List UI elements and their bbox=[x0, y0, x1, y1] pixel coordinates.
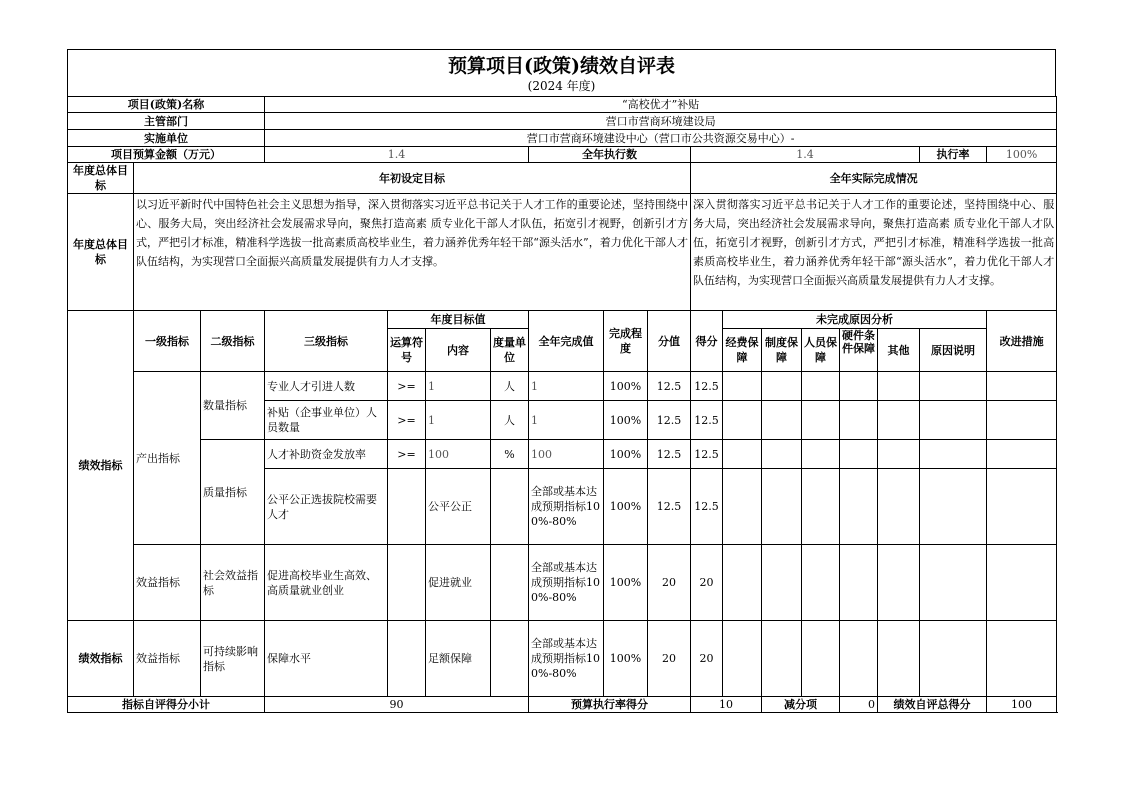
rate-label: 执行率 bbox=[920, 147, 987, 163]
row-got: 12.5 bbox=[691, 372, 723, 401]
row-got: 12.5 bbox=[691, 401, 723, 440]
evaluation-table bbox=[67, 96, 1057, 621]
row-op bbox=[388, 621, 426, 697]
header-reason: 原因说明 bbox=[920, 329, 987, 372]
perf-label: 绩效指标 bbox=[68, 311, 134, 621]
budget-value: 1.4 bbox=[265, 147, 529, 163]
cell-empty bbox=[723, 545, 762, 621]
cell-empty bbox=[840, 401, 878, 440]
header-improve: 改进措施 bbox=[987, 311, 1057, 372]
row-content: 1 bbox=[426, 401, 491, 440]
cell-empty bbox=[920, 621, 987, 697]
row-content: 促进就业 bbox=[426, 545, 491, 621]
title-block bbox=[67, 49, 1056, 96]
row-completion: 100% bbox=[604, 372, 648, 401]
header-actual: 全年完成值 bbox=[529, 311, 604, 372]
row-content: 1 bbox=[426, 372, 491, 401]
goals-text-row bbox=[68, 194, 1057, 311]
row-got: 12.5 bbox=[691, 469, 723, 545]
row-unit: 人 bbox=[491, 401, 529, 440]
row-op bbox=[388, 545, 426, 621]
row-unit: % bbox=[491, 440, 529, 469]
initial-goal-text: 以习近平新时代中国特色社会主义思想为指导，深入贯彻落实习近平总书记关于人才工作的重要论述，坚持围绕中心、服务大局，突出经济社会发展需求导向，聚焦打造高素 质专业化干部人才队伍，拓宽引才视野，创新引才方式，严把引才标准，精准科学选拔一批高素质高校毕业生，着力涵养优秀年轻干部“源头活水”，着力优化干部人才队伍结构，为实现营口全面振兴高质量发展提供有力人才支撑。 bbox=[134, 194, 691, 311]
header-unit: 度量单位 bbox=[491, 329, 529, 372]
cell-empty bbox=[840, 469, 878, 545]
subtotal-value: 90 bbox=[265, 697, 529, 713]
cell-empty bbox=[840, 372, 878, 401]
cell-empty bbox=[987, 545, 1057, 621]
table-row bbox=[68, 621, 1057, 697]
perf-label-2: 绩效指标 bbox=[68, 621, 134, 697]
cell-empty bbox=[762, 440, 802, 469]
exec-label: 全年执行数 bbox=[529, 147, 691, 163]
cell-empty bbox=[840, 440, 878, 469]
row-unit bbox=[491, 621, 529, 697]
budget-row bbox=[68, 147, 1057, 163]
cell-empty bbox=[723, 621, 762, 697]
total-label: 绩效自评总得分 bbox=[878, 697, 987, 713]
header-other: 其他 bbox=[878, 329, 920, 372]
sustain-label: 可持续影响指标 bbox=[201, 621, 265, 697]
evaluation-table-lower bbox=[67, 620, 1057, 713]
exec-value: 1.4 bbox=[691, 147, 920, 163]
subtotal-label: 指标自评得分小计 bbox=[68, 697, 265, 713]
header-funding: 经费保障 bbox=[723, 329, 762, 372]
row-content: 100 bbox=[426, 440, 491, 469]
row-unit: 人 bbox=[491, 372, 529, 401]
dept-label: 主管部门 bbox=[68, 113, 265, 130]
cell-empty bbox=[920, 545, 987, 621]
row-name: 保障水平 bbox=[265, 621, 388, 697]
table-row bbox=[68, 545, 1057, 621]
header-level3: 三级指标 bbox=[265, 311, 388, 372]
benefit-label: 效益指标 bbox=[134, 545, 201, 621]
row-actual: 全部或基本达成预期指标100%-80% bbox=[529, 469, 604, 545]
cell-empty bbox=[920, 469, 987, 545]
cell-empty bbox=[762, 401, 802, 440]
dept-value: 营口市营商环境建设局 bbox=[265, 113, 1057, 130]
benefit-label-2: 效益指标 bbox=[134, 621, 201, 697]
row-completion: 100% bbox=[604, 545, 648, 621]
goals-header-row bbox=[68, 163, 1057, 194]
header-got: 得分 bbox=[691, 311, 723, 372]
cell-empty bbox=[802, 545, 840, 621]
evaluation-sheet bbox=[67, 49, 1056, 713]
row-op bbox=[388, 469, 426, 545]
row-content: 公平公正 bbox=[426, 469, 491, 545]
cell-empty bbox=[878, 545, 920, 621]
header-system: 制度保障 bbox=[762, 329, 802, 372]
header-content: 内容 bbox=[426, 329, 491, 372]
row-content: 足额保障 bbox=[426, 621, 491, 697]
actual-goal-label: 全年实际完成情况 bbox=[691, 163, 1057, 194]
row-score: 12.5 bbox=[648, 372, 691, 401]
cell-empty bbox=[802, 440, 840, 469]
cell-empty bbox=[878, 621, 920, 697]
row-actual: 1 bbox=[529, 401, 604, 440]
page-title: 预算项目(政策)绩效自评表 bbox=[448, 55, 675, 77]
unit-value: 营口市营商环境建设中心（营口市公共资源交易中心）- bbox=[265, 130, 1057, 147]
row-actual: 1 bbox=[529, 372, 604, 401]
budget-label: 项目预算金额（万元） bbox=[68, 147, 265, 163]
cell-empty bbox=[802, 401, 840, 440]
cell-empty bbox=[802, 372, 840, 401]
cell-empty bbox=[723, 469, 762, 545]
cell-empty bbox=[762, 372, 802, 401]
cell-empty bbox=[840, 621, 878, 697]
header-op: 运算符号 bbox=[388, 329, 426, 372]
cell-empty bbox=[723, 401, 762, 440]
cell-empty bbox=[987, 469, 1057, 545]
cell-empty bbox=[878, 469, 920, 545]
row-score: 20 bbox=[648, 545, 691, 621]
row-completion: 100% bbox=[604, 440, 648, 469]
indicator-header-row-1 bbox=[68, 311, 1057, 329]
goals-row-label: 年度总体目标 bbox=[68, 194, 134, 311]
row-completion: 100% bbox=[604, 401, 648, 440]
budget-score-value: 10 bbox=[691, 697, 762, 713]
cell-empty bbox=[878, 372, 920, 401]
quality-label: 质量指标 bbox=[201, 440, 265, 545]
row-actual: 全部或基本达成预期指标100%-80% bbox=[529, 545, 604, 621]
table-row bbox=[68, 372, 1057, 401]
header-completion: 完成程度 bbox=[604, 311, 648, 372]
row-name: 专业人才引进人数 bbox=[265, 372, 388, 401]
cell-empty bbox=[878, 401, 920, 440]
rate-value: 100% bbox=[987, 147, 1057, 163]
row-op: >= bbox=[388, 440, 426, 469]
cell-empty bbox=[723, 372, 762, 401]
cell-empty bbox=[802, 621, 840, 697]
table-row bbox=[68, 440, 1057, 469]
row-got: 20 bbox=[691, 545, 723, 621]
deduct-label: 减分项 bbox=[762, 697, 840, 713]
header-level1: 一级指标 bbox=[134, 311, 201, 372]
budget-score-label: 预算执行率得分 bbox=[529, 697, 691, 713]
header-score: 分值 bbox=[648, 311, 691, 372]
row-op: >= bbox=[388, 401, 426, 440]
cell-empty bbox=[987, 401, 1057, 440]
row-name: 人才补助资金发放率 bbox=[265, 440, 388, 469]
row-completion: 100% bbox=[604, 621, 648, 697]
cell-empty bbox=[920, 372, 987, 401]
deduct-value: 0 bbox=[840, 697, 878, 713]
year-subtitle: (2024 年度) bbox=[527, 79, 596, 93]
project-name-row bbox=[68, 97, 1057, 113]
cell-empty bbox=[920, 401, 987, 440]
cell-empty bbox=[762, 545, 802, 621]
row-score: 12.5 bbox=[648, 440, 691, 469]
cell-empty bbox=[840, 545, 878, 621]
footer-row bbox=[68, 697, 1057, 713]
project-name-value: “高校优才”补贴 bbox=[265, 97, 1057, 113]
row-score: 20 bbox=[648, 621, 691, 697]
quantity-label: 数量指标 bbox=[201, 372, 265, 440]
cell-empty bbox=[987, 621, 1057, 697]
row-unit bbox=[491, 545, 529, 621]
social-label: 社会效益指标 bbox=[201, 545, 265, 621]
goals-row-label-top: 年度总体目标 bbox=[68, 163, 134, 194]
cell-empty bbox=[723, 440, 762, 469]
row-actual: 全部或基本达成预期指标100%-80% bbox=[529, 621, 604, 697]
row-name: 补贴（企事业单位）人员数量 bbox=[265, 401, 388, 440]
row-op: >= bbox=[388, 372, 426, 401]
output-label: 产出指标 bbox=[134, 372, 201, 545]
project-name-label: 项目(政策)名称 bbox=[68, 97, 265, 113]
cell-empty bbox=[878, 440, 920, 469]
cell-empty bbox=[987, 372, 1057, 401]
cell-empty bbox=[762, 469, 802, 545]
row-unit bbox=[491, 469, 529, 545]
cell-empty bbox=[920, 440, 987, 469]
row-score: 12.5 bbox=[648, 469, 691, 545]
row-completion: 100% bbox=[604, 469, 648, 545]
header-hardware: 硬件条件保障 bbox=[840, 329, 878, 372]
row-got: 12.5 bbox=[691, 440, 723, 469]
row-score: 12.5 bbox=[648, 401, 691, 440]
total-value: 100 bbox=[987, 697, 1057, 713]
initial-goal-label: 年初设定目标 bbox=[134, 163, 691, 194]
header-level2: 二级指标 bbox=[201, 311, 265, 372]
actual-goal-text: 深入贯彻落实习近平总书记关于人才工作的重要论述，坚持围绕中心、服务大局，突出经济社会发展需求导向，聚焦打造高素 质专业化干部人才队伍，拓宽引才视野，创新引才方式，严把引才标准，精准科学选拔一批高素质高校毕业生，着力涵养优秀年轻干部“源头活水”，着力优化干部人才队伍结构，为实现营口全面振兴高质量发展提供有力人才支撑。 bbox=[691, 194, 1057, 311]
cell-empty bbox=[802, 469, 840, 545]
unit-label: 实施单位 bbox=[68, 130, 265, 147]
row-actual: 100 bbox=[529, 440, 604, 469]
header-reason-analysis: 未完成原因分析 bbox=[723, 311, 987, 329]
dept-row bbox=[68, 113, 1057, 130]
row-name: 公平公正选拔院校需要人才 bbox=[265, 469, 388, 545]
cell-empty bbox=[762, 621, 802, 697]
cell-empty bbox=[987, 440, 1057, 469]
row-got: 20 bbox=[691, 621, 723, 697]
header-staff: 人员保障 bbox=[802, 329, 840, 372]
header-annual-target: 年度目标值 bbox=[388, 311, 529, 329]
unit-row bbox=[68, 130, 1057, 147]
row-name: 促进高校毕业生高效、高质量就业创业 bbox=[265, 545, 388, 621]
